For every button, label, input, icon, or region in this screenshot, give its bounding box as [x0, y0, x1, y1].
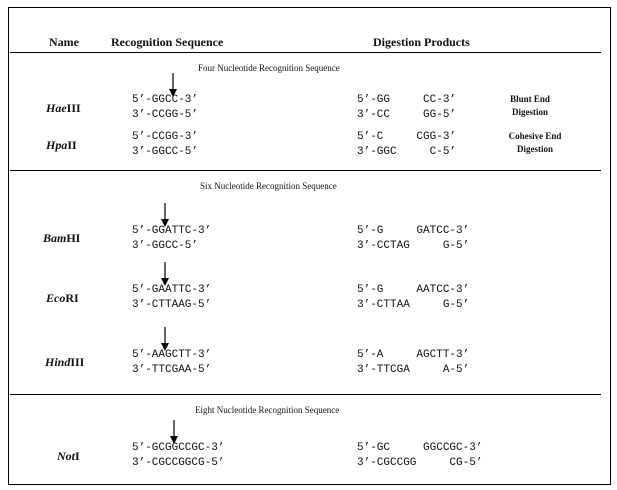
product-bottom-strand: 3’-CGCCGG CG-5’	[357, 457, 483, 469]
enzyme-name	[46, 138, 77, 153]
enzyme-name	[57, 449, 80, 464]
enzyme-name	[46, 101, 81, 116]
column-header-products: Digestion Products	[373, 35, 470, 49]
section-title: Four Nucleotide Recognition Sequence	[198, 63, 340, 73]
product-bottom-strand: 3’-CC GG-5’	[357, 109, 457, 121]
product-bottom-strand: 3’-GGC C-5’	[357, 146, 457, 158]
note-line: Digestion	[512, 107, 548, 117]
digestion-type-note	[495, 130, 575, 156]
column-header-recognition: Recognition Sequence	[111, 35, 224, 49]
enzyme-name-suffix: HI	[66, 231, 81, 245]
recognition-bottom-strand: 3’-CCGG-5’	[132, 109, 199, 121]
column-header-name: Name	[49, 35, 79, 49]
section-rule	[10, 394, 601, 395]
product-top-strand: 5’-A AGCTT-3’	[357, 349, 470, 361]
recognition-bottom-strand: 3’-CTTAAG-5’	[132, 299, 212, 311]
recognition-top-strand: 5’-CCGG-3’	[132, 131, 199, 143]
enzyme-name	[45, 355, 84, 370]
product-top-strand: 5’-G AATCC-3’	[357, 284, 470, 296]
header-rule	[10, 52, 601, 53]
note-line: Cohesive End	[508, 131, 562, 141]
recognition-bottom-strand: 3’-CGCCGGCG-5’	[132, 457, 225, 469]
recognition-top-strand: 5’-GCGGCCGC-3’	[132, 442, 225, 454]
enzyme-name-suffix: I	[75, 449, 80, 463]
product-top-strand: 5’-GG CC-3’	[357, 94, 457, 106]
recognition-top-strand: 5’-GGCC-3’	[132, 94, 199, 106]
product-bottom-strand: 3’-CTTAA G-5’	[357, 299, 470, 311]
product-top-strand: 5’-G GATCC-3’	[357, 225, 470, 237]
enzyme-name	[43, 231, 80, 246]
enzyme-name-italic: Not	[57, 449, 75, 463]
enzyme-name-italic: Bam	[43, 231, 67, 245]
enzyme-name-italic: Hind	[45, 355, 71, 369]
enzyme-name-italic: Hae	[46, 101, 67, 115]
enzyme-name-suffix: III	[66, 101, 81, 115]
enzyme-name-suffix: RI	[65, 291, 79, 305]
section-title: Eight Nucleotide Recognition Sequence	[195, 405, 340, 415]
enzyme-name-suffix: II	[67, 138, 77, 152]
product-top-strand: 5’-C CGG-3’	[357, 131, 457, 143]
enzyme-name-suffix: III	[70, 355, 85, 369]
enzyme-name	[46, 291, 79, 306]
recognition-top-strand: 5’-AAGCTT-3’	[132, 349, 212, 361]
recognition-bottom-strand: 3’-GGCC-5’	[132, 240, 199, 252]
note-line: Blunt End	[510, 94, 550, 104]
recognition-bottom-strand: 3’-GGCC-5’	[132, 146, 199, 158]
enzyme-name-italic: Eco	[46, 291, 66, 305]
digestion-type-note	[490, 93, 570, 119]
product-bottom-strand: 3’-TTCGA A-5’	[357, 364, 470, 376]
section-rule	[10, 170, 601, 171]
section-title: Six Nucleotide Recognition Sequence	[200, 181, 337, 191]
product-bottom-strand: 3’-CCTAG G-5’	[357, 240, 470, 252]
product-top-strand: 5’-GC GGCCGC-3’	[357, 442, 483, 454]
recognition-top-strand: 5’-GAATTC-3’	[132, 284, 212, 296]
enzyme-name-italic: Hpa	[46, 138, 68, 152]
note-line: Digestion	[517, 144, 553, 154]
recognition-top-strand: 5’-GGATTC-3’	[132, 225, 212, 237]
recognition-bottom-strand: 3’-TTCGAA-5’	[132, 364, 212, 376]
